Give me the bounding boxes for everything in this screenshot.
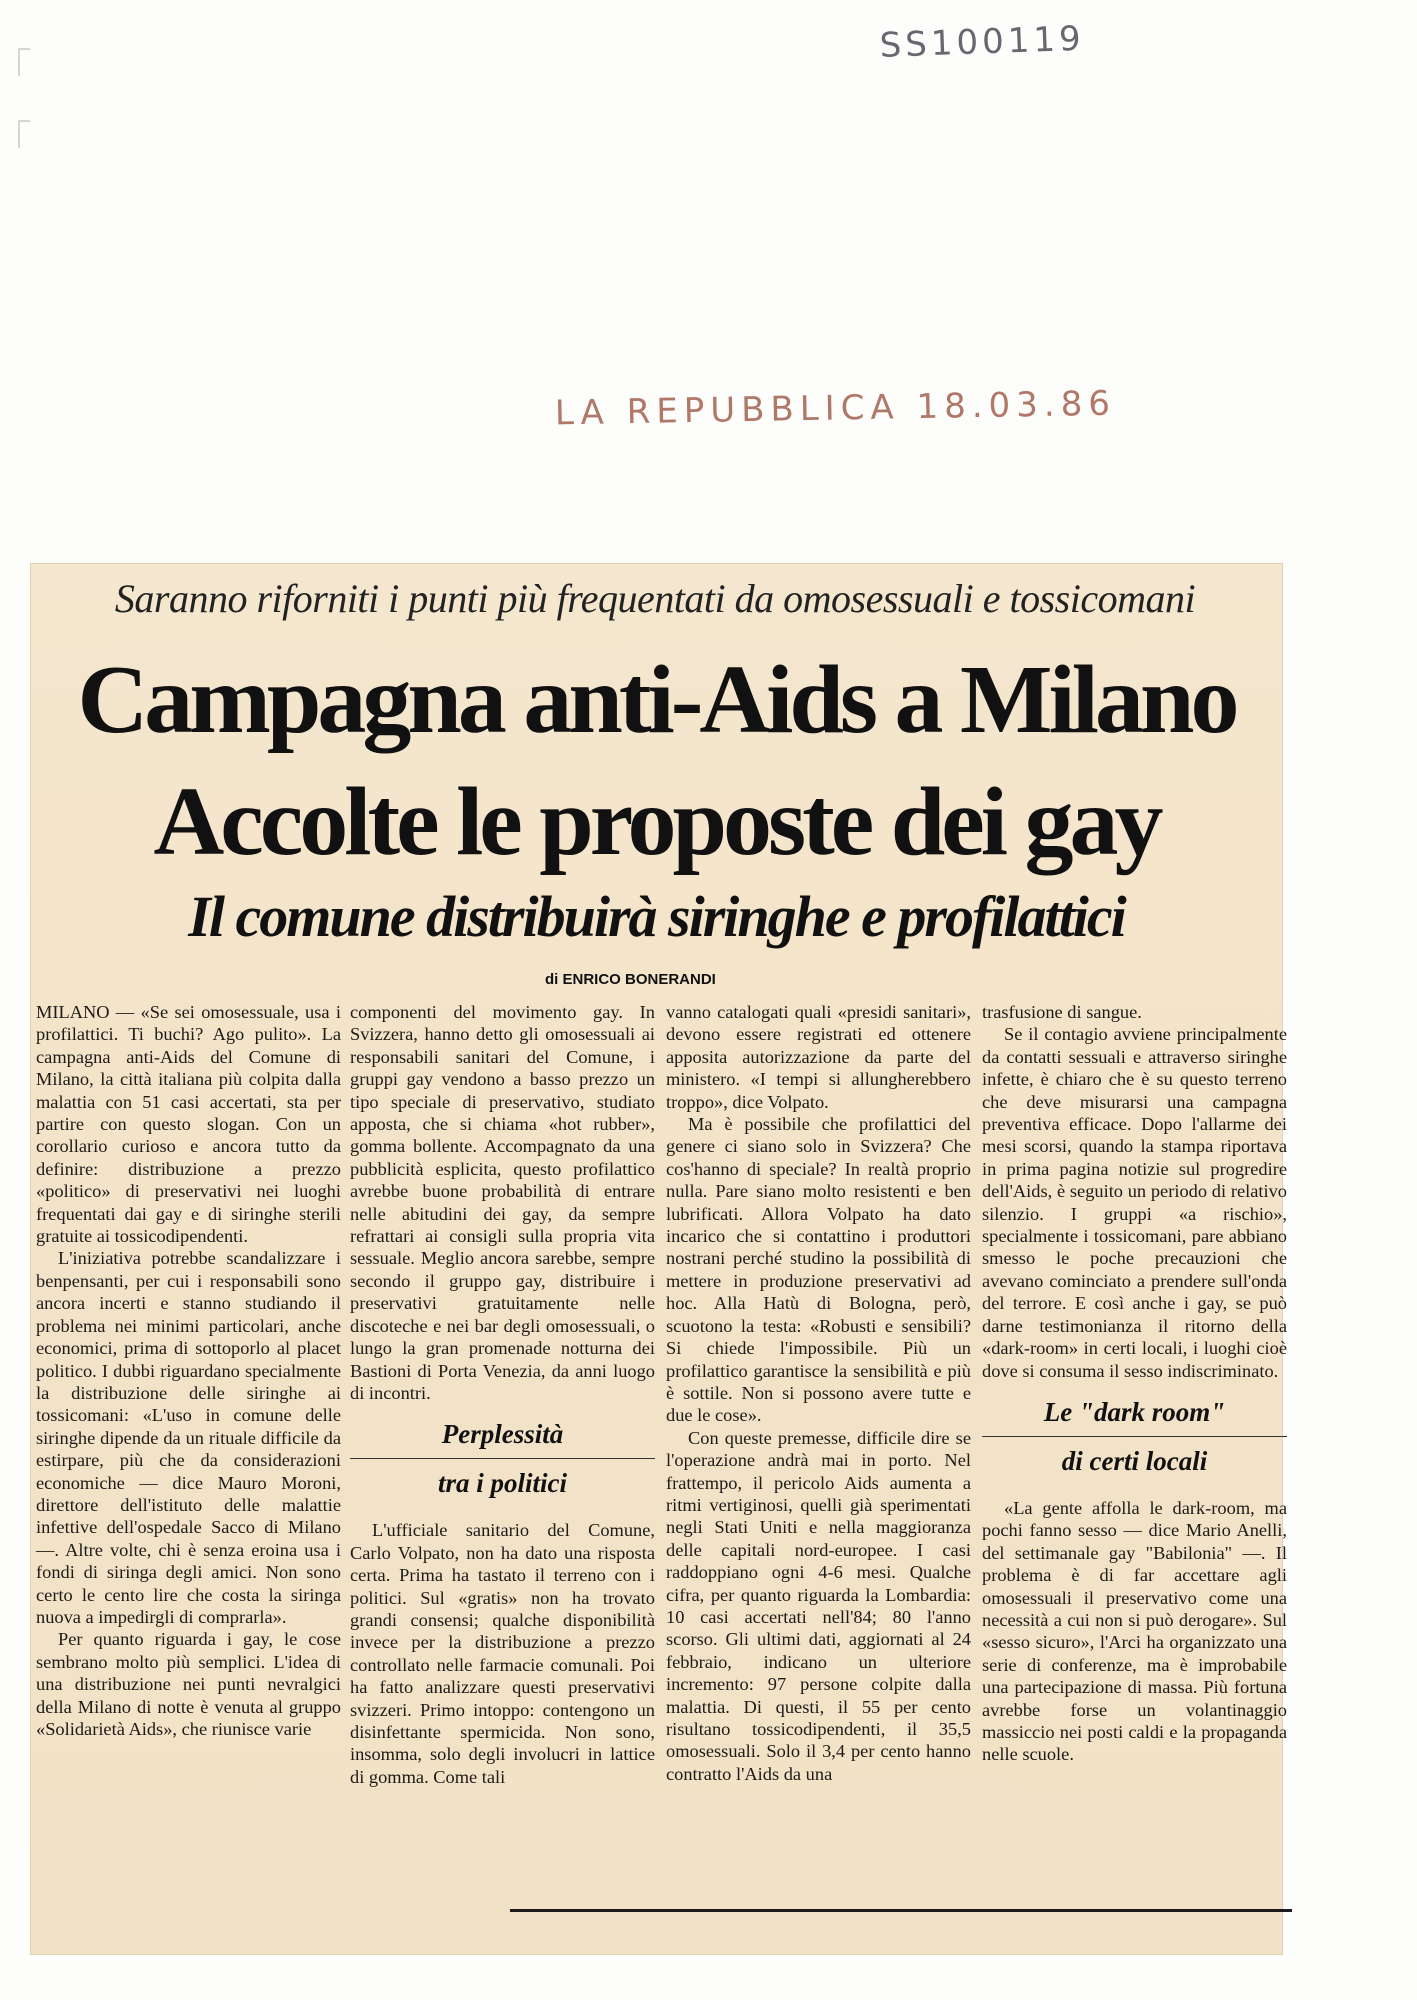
section-title: Perplessità bbox=[441, 1419, 564, 1450]
article-paragraph: L'ufficiale sanitario del Comune, Carlo Volpato, non ha dato una risposta certa. Prima ha tastato il terreno con i politici. Sul «gratis» non ha trovato grandi consensi; qualche disponibilità invece per la distribuzione a prezzo controllato nelle farmacie comunali. Poi ha fatto analizzare questi preservativi svizzeri. Primo intoppo: contengono un disinfettante spermicida. Non sono, insomma, solo degli involucri in lattice di gomma. Come tali bbox=[350, 1520, 655, 1787]
section-subtitle: tra i politici bbox=[437, 1468, 567, 1499]
binder-mark bbox=[18, 120, 30, 148]
article-paragraph: L'iniziativa potrebbe scandalizzare i benpensanti, per cui i responsabili sono ancora incerti e stanno studiando il problema nei minimi particolari, anche economici, prima di sottoporlo al placet politico. I dubbi riguardano specialmente la distribuzione delle siringhe ai tossicomani: «L'uso in comune delle siringhe dipende da un rituale difficile da estirpare, più che da considerazioni economiche — dice Mauro Moroni, direttore dell'istituto delle malattie infettive dell'ospedale Sacco di Milano —. Altre volte, chi è senza eroina usa i fondi di siringa degli amici. Non sono certo le cento lire che costa la siringa nuova a impedirgli di comprarla». bbox=[36, 1248, 341, 1627]
article-column-4 bbox=[982, 1001, 1287, 1901]
headline-line-1: Campagna anti-Aids a Milano bbox=[77, 646, 1236, 754]
article-paragraph: componenti del movimento gay. In Svizzera, hanno detto gli omosessuali ai responsabili sanitari del Comune, i gruppi gay vendono a basso prezzo un tipo speciale di preservativo, studiato apposta, che si chiama «hot rubber», gomma bollente. Accompagnato da una pubblicità esplicita, questo profilattico avrebbe buone probabilità di entrare nelle abitudini dei gay, da sempre refrattari ai consigli sulla propria vita sessuale. Meglio ancora sarebbe, sempre secondo il gruppo gay, distribuire i preservativi gratuitamente nelle discoteche e nei bar degli omosessuali, o lungo la gran promenade notturna dei Bastioni di Porta Venezia, da anni luogo di incontri. bbox=[350, 1002, 655, 1403]
archive-code: SS100119 bbox=[879, 18, 1086, 66]
binder-mark bbox=[18, 48, 30, 76]
section-title: Le "dark room" bbox=[1043, 1396, 1226, 1427]
article-column-3 bbox=[666, 1001, 971, 1901]
article-column-2 bbox=[350, 1001, 655, 1901]
article-column-1 bbox=[36, 1001, 341, 1901]
section-subtitle: di certi locali bbox=[1061, 1445, 1208, 1476]
byline: di ENRICO BONERANDI bbox=[545, 971, 716, 988]
article-paragraph: Per quanto riguarda i gay, le cose sembrano molto più semplici. L'idea di una distribuzione nei punti nevralgici della Milano di notte è venuta al gruppo «Solidarietà Aids», che riunisce varie bbox=[36, 1629, 341, 1739]
newspaper-clipping bbox=[30, 563, 1287, 1955]
section-heading-dark-room bbox=[982, 1392, 1287, 1481]
article-paragraph: MILANO — «Se sei omosessuale, usa i profilattici. Ti buchi? Ago pulito». La campagna anti-Aids del Comune di Milano, la città italiana più colpita dalla malattia con 51 casi accertati, sta per partire con questo slogan. Con un corollario curioso e ancora tutto da definire: distribuzione a prezzo «politico» di preservativi nei luoghi frequentati dai gay e di siringhe sterili gratuite ai tossicodipendenti. bbox=[36, 1002, 341, 1247]
kicker: Saranno riforniti i punti più frequentati da omosessuali e tossicomani bbox=[114, 576, 1196, 621]
section-divider bbox=[350, 1458, 655, 1459]
article-paragraph: Se il contagio avviene principalmente da contatti sessuali e attraverso siringhe infette, è chiaro che è su questo terreno che deve misurarsi una campagna preventiva efficace. Dopo l'allarme dei mesi scorsi, quando la stampa riportava in prima pagina notizie sul progredire dell'Aids, è seguito un periodo di relativo silenzio. I gruppi «a rischio», specialmente i tossicomani, pare abbiano smesso le poche precauzioni che avevano cominciato a prendere sull'onda del terrore. E così anche i gay, se può darne testimonianza il ritorno della «dark-room» in certi locali, i luoghi cioè dove si consuma il sesso indiscriminato. bbox=[982, 1024, 1287, 1381]
article-paragraph: vanno catalogati quali «presidi sanitari», devono essere registrati ed ottenere apposita autorizzazione da parte del ministero. «I tempi si allungherebbero troppo», dice Volpato. bbox=[666, 1002, 971, 1112]
bottom-rule bbox=[510, 1909, 1292, 1912]
article-paragraph: «La gente affolla le dark-room, ma pochi fanno sesso — dice Mario Anelli, del settimanale gay "Babilonia" —. Il problema è di far accettare agli omosessuali il preservativo come una necessità a cui non si può derogare». Sul «sesso sicuro», l'Arci ha organizzato una serie di conferenze, ma è improbabile una partecipazione di massa. Più fortuna avrebbe forse un volantinaggio massiccio nei posti caldi e la propaganda nelle scuole. bbox=[982, 1497, 1287, 1765]
subheadline: Il comune distribuirà siringhe e profilattici bbox=[188, 884, 1125, 949]
source-note: LA REPUBBLICA 18.03.86 bbox=[554, 383, 1117, 434]
headline-line-2: Accolte le proposte dei gay bbox=[153, 768, 1160, 876]
section-divider bbox=[982, 1436, 1287, 1437]
article-paragraph: Con queste premesse, difficile dire se l'operazione andrà mai in porto. Nel frattempo, il pericolo Aids aumenta a ritmi vertiginosi, quelli già sperimentati negli Stati Uniti e nella maggioranza delle capitali nord-europee. I casi raddoppiano ogni 4-6 mesi. Qualche cifra, per quanto riguarda la Lombardia: 10 casi accertati nell'84; 80 l'anno scorso. Gli ultimi dati, aggiornati al 24 febbraio, indicano un ulteriore incremento: 97 persone colpite dalla malattia. Di questi, il 55 per cento risultano tossicodipendenti, il 35,5 omosessuali. Solo il 3,4 per cento hanno contratto l'Aids da una bbox=[666, 1427, 971, 1784]
section-heading-perplessita bbox=[350, 1414, 655, 1503]
article-paragraph: Ma è possibile che profilattici del genere ci siano solo in Svizzera? Che cos'hanno di speciale? In realtà proprio nulla. Pare siano molto resistenti e ben lubrificati. Allora Volpato ha dato incarico che si contattino i produttori nostrani perché studino la possibilità di mettere in produzione preservativi ad hoc. Alla Hatù di Bologna, però, scuotono la testa: «Robusti e sensibili? Si chiede l'impossibile. Più un profilattico garantisce la sensibilità e più è sottile. Non si possono avere tutte e due le cose». bbox=[666, 1114, 971, 1426]
article-paragraph: trasfusione di sangue. bbox=[982, 1002, 1142, 1022]
